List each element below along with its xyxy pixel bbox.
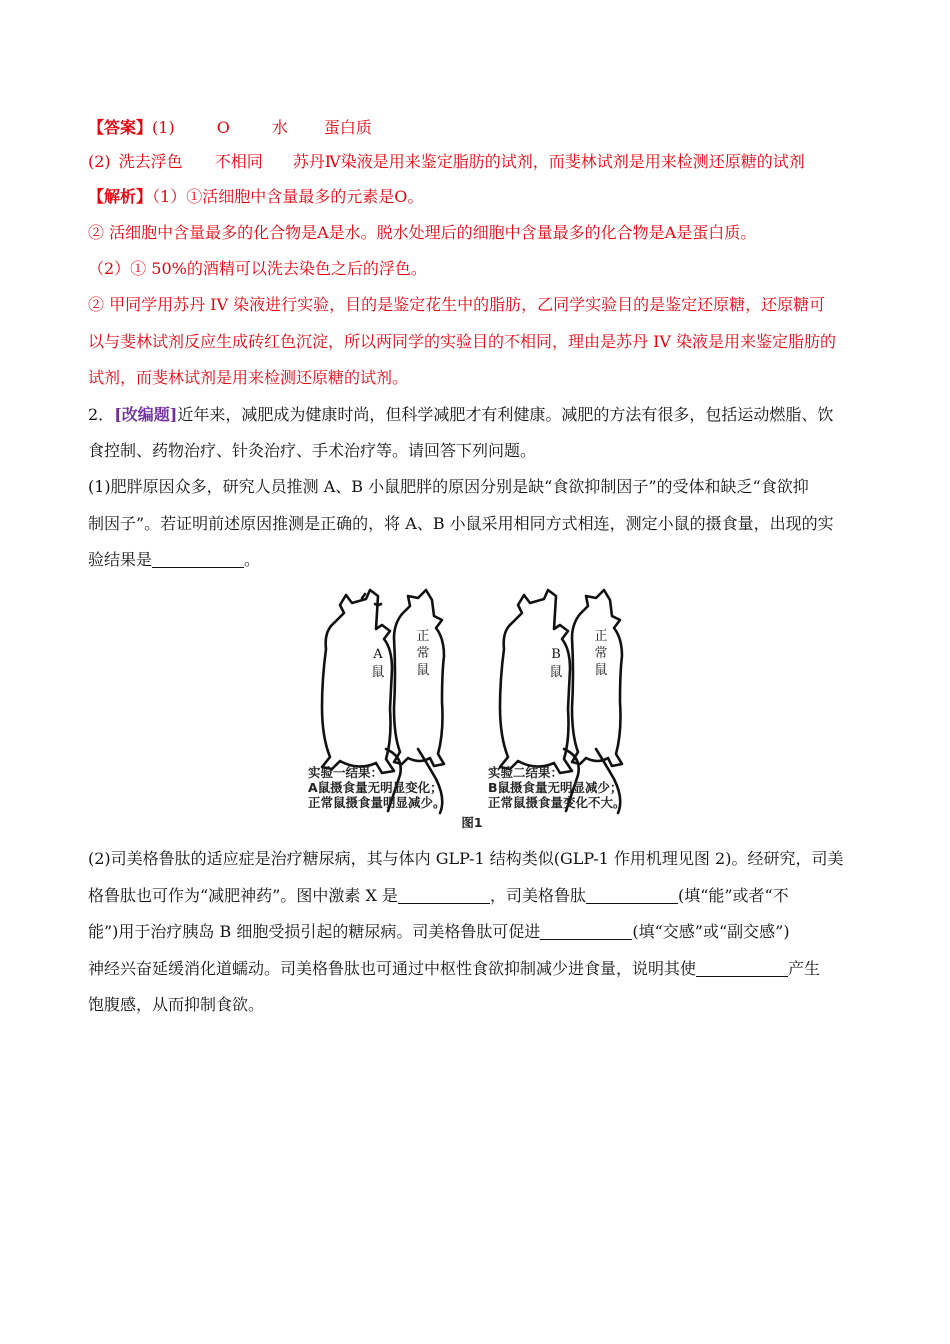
part2-line-2: [88, 885, 878, 907]
analysis-text-1: （1）①活细胞中含量最多的元素是O。: [152, 187, 424, 206]
answer-blank-can-treat[interactable]: [586, 887, 678, 904]
exp2-line-2: 正常鼠摄食量变化不大。: [488, 795, 626, 810]
part1-line-3: [88, 549, 878, 571]
normal-2-label-2: 常: [594, 646, 608, 661]
part1-line-3-text: 验结果是: [88, 550, 153, 569]
answer-blank-1[interactable]: [152, 551, 244, 568]
answer-protein: 蛋白质: [323, 118, 372, 137]
exp1-line-1: A鼠摄食量无明显变化；: [308, 780, 443, 795]
answer-blank-nerve[interactable]: [540, 923, 632, 940]
question2-intro-1: [88, 404, 878, 426]
analysis-line-5: 以与斐林试剂反应生成砖红色沉淀，所以两同学的实验目的不相同，理由是苏丹 IV 染液是用来鉴定脂肪的: [88, 332, 837, 351]
part2-line-2-b: ，司美格鲁肽: [489, 886, 586, 905]
exp2-line-1: B鼠摄食量无明显减少；: [488, 780, 623, 795]
figure-1: [300, 584, 660, 836]
question-intro-text: 近年来，减肥成为健康时尚，但科学减肥才有利健康。减肥的方法有很多，包括运动燃脂、饮: [177, 405, 834, 424]
normal-1-label-2: 常: [416, 646, 430, 661]
part1-line-1: (1)肥胖原因众多，研究人员推测 A、B 小鼠肥胖的原因分别是缺“食欲抑制因子”的受体和缺乏“食欲抑: [88, 477, 809, 496]
part1-line-3-end: 。: [244, 550, 261, 569]
answer-line-2: [88, 151, 878, 173]
answer-part1-num: (1): [152, 118, 175, 137]
answer-reason: 苏丹Ⅳ染液是用来鉴定脂肪的试剂，而斐林试剂是用来检测还原糖的试剂: [292, 152, 805, 171]
exp2-title: 实验二结果：: [488, 765, 564, 780]
answer-line: [88, 117, 878, 139]
answer-wash: 洗去浮色: [118, 152, 183, 171]
answer-not-same: 不相同: [214, 152, 263, 171]
question2-intro-2: 食控制、药物治疗、针灸治疗、手术治疗等。请回答下列问题。: [88, 441, 537, 460]
part2-line-2-c: (填“能”或者“不: [677, 886, 789, 905]
part2-line-1: (2)司美格鲁肽的适应症是治疗糖尿病，其与体内 GLP-1 结构类似(GLP-1 作用机理见图 2)。经研究，司美: [88, 849, 844, 868]
analysis-label: 【解析】: [88, 187, 153, 206]
question-number: 2．: [88, 405, 115, 424]
mouse-a-label-2: 鼠: [371, 665, 385, 680]
answer-part2-num: (2): [88, 152, 111, 171]
mouse-b-label-1: B: [551, 647, 561, 662]
answer-label: 【答案】: [88, 118, 153, 137]
answer-water: 水: [271, 118, 288, 137]
part2-line-4: [88, 958, 878, 980]
part2-line-4-a: 神经兴奋延缓消化道蠕动。司美格鲁肽也可通过中枢性食欲抑制减少进食量，说明其使: [88, 959, 697, 978]
normal-1-label-3: 鼠: [416, 663, 430, 678]
part2-line-5: 饱腹感，从而抑制食欲。: [88, 995, 265, 1014]
answer-oxygen: O: [216, 118, 230, 137]
analysis-line-2: ② 活细胞中含量最多的化合物是A是水。脱水处理后的细胞中含量最多的化合物是A是蛋白质。: [88, 223, 757, 242]
analysis-line-1: [88, 186, 878, 208]
part2-line-4-b: 产生: [788, 959, 821, 978]
part2-line-3: [88, 921, 878, 943]
part1-line-2: 制因子”。若证明前述原因推测是正确的，将 A、B 小鼠采用相同方式相连，测定小鼠的摄食量，出现的实: [88, 514, 834, 533]
exp1-line-2: 正常鼠摄食量明显减少。: [308, 795, 446, 810]
answer-blank-satiety[interactable]: [696, 960, 788, 977]
normal-2-label-3: 鼠: [594, 663, 608, 678]
part2-line-2-a: 格鲁肽也可作为“减肥神药”。图中激素 X 是: [88, 886, 398, 905]
mouse-parabiosis-figure: [300, 584, 660, 836]
normal-1-label-1: 正: [416, 629, 430, 644]
answer-blank-hormone-x[interactable]: [398, 887, 490, 904]
part2-line-3-b: (填“交感”或“副交感”): [632, 922, 790, 941]
analysis-line-4: ② 甲同学用苏丹 IV 染液进行实验，目的是鉴定花生中的脂肪，乙同学实验目的是鉴定还原糖，还原糖可: [88, 295, 826, 314]
normal-2-label-1: 正: [594, 629, 608, 644]
question-tag: [改编题]: [114, 405, 178, 424]
mouse-a-label-1: A: [373, 647, 383, 662]
exp1-title: 实验一结果：: [308, 765, 384, 780]
analysis-line-6: 试剂，而斐林试剂是用来检测还原糖的试剂。: [88, 368, 409, 387]
analysis-line-3: （2）① 50%的酒精可以洗去染色之后的浮色。: [88, 259, 427, 278]
mouse-b-label-2: 鼠: [549, 665, 563, 680]
part2-line-3-a: 能”)用于治疗胰岛 B 细胞受损引起的糖尿病。司美格鲁肽可促进: [88, 922, 541, 941]
figure-caption: 图1: [461, 815, 483, 830]
